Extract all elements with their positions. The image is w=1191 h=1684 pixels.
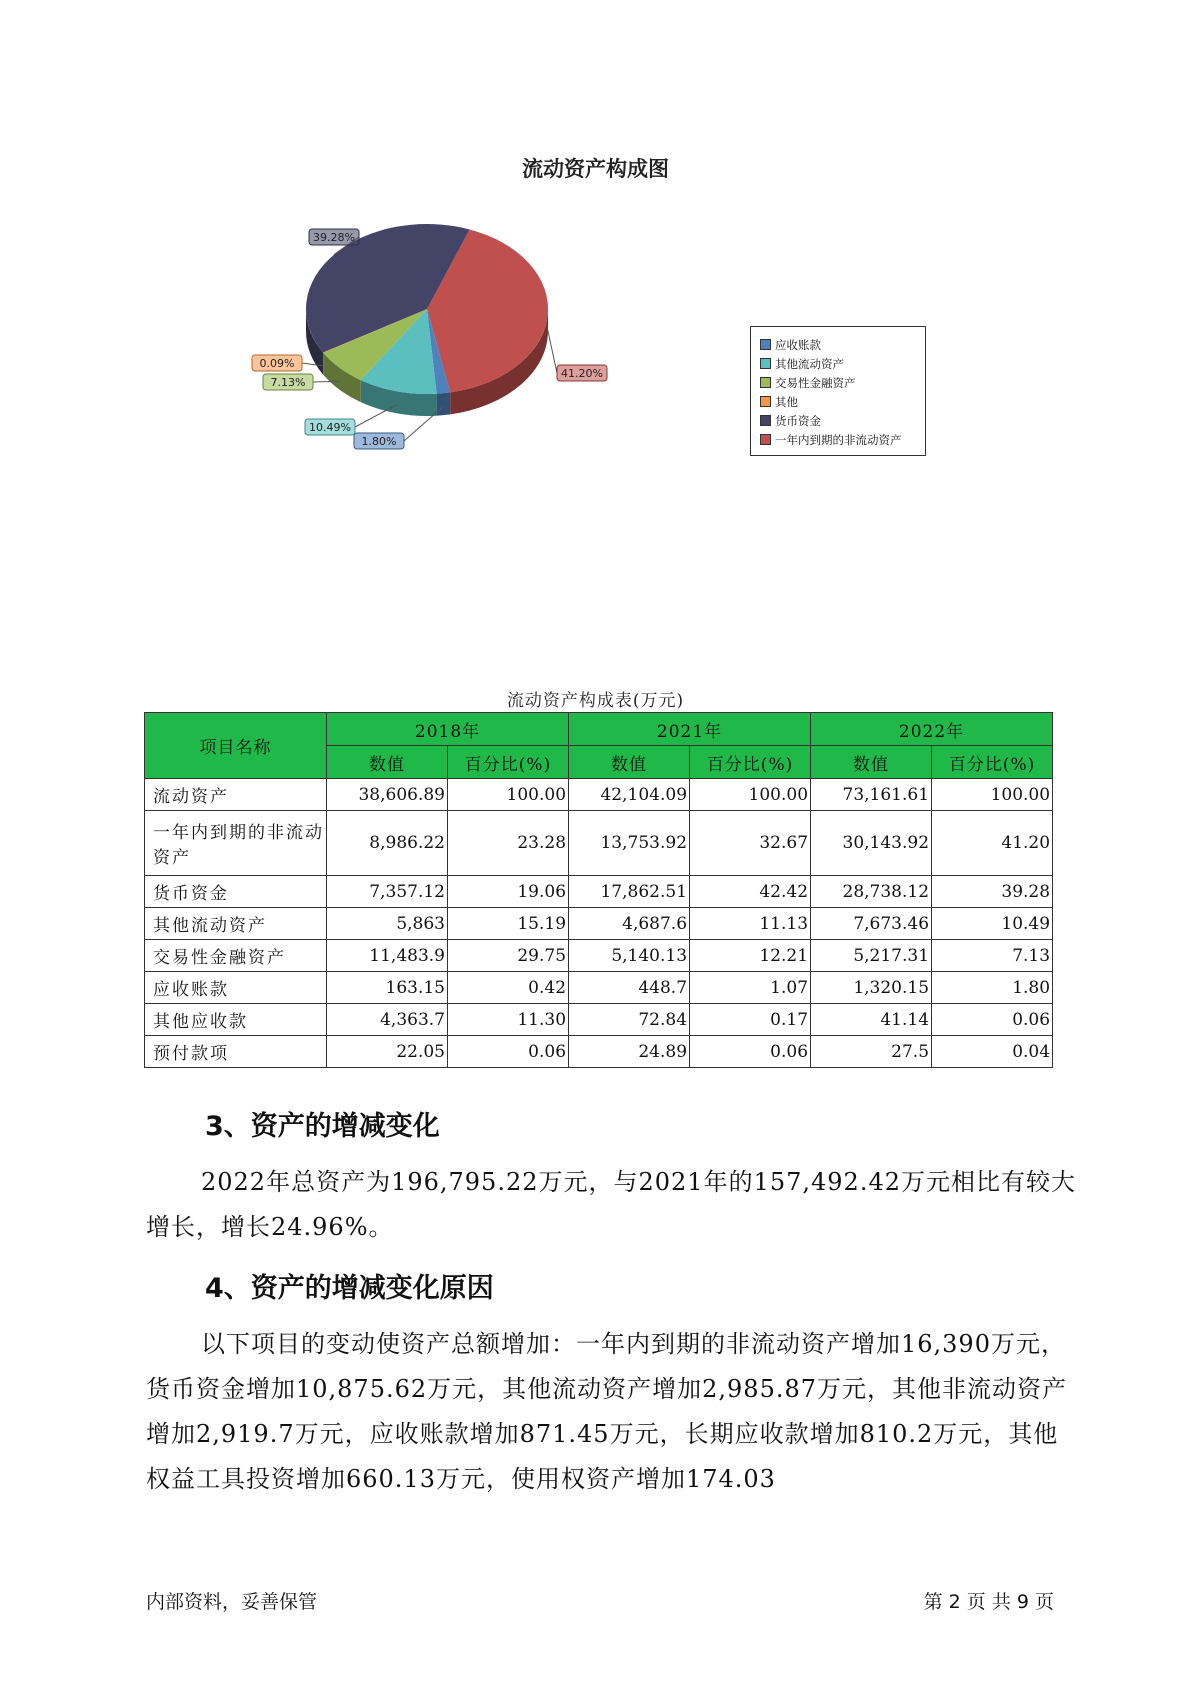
table-row [145,1004,1053,1036]
header-value: 数值 [811,746,932,779]
cell-percent: 12.21 [690,940,811,972]
section-3-paragraph: 2022年总资产为196,795.22万元，与2021年的157,492.42万元相比有较大增长，增长24.96%。 [146,1168,1076,1241]
cell-percent: 1.07 [690,972,811,1004]
header-value: 数值 [569,746,690,779]
row-item-name: 其他应收款 [145,1004,327,1036]
legend-label: 交易性金融资产 [775,375,856,390]
cell-percent: 0.06 [932,1004,1053,1036]
section-4-heading: 4、资产的增减变化原因 [205,1273,494,1304]
data-label: 0.09% [259,357,295,370]
cell-percent: 41.20 [932,811,1053,876]
data-label: 10.49% [309,421,351,434]
label-leader-line [548,329,557,373]
data-label: 1.80% [361,435,397,448]
legend-swatch [760,377,771,388]
legend-label: 一年内到期的非流动资产 [775,432,902,447]
current-assets-table [144,712,1053,1068]
cell-percent: 100.00 [448,779,569,811]
legend-item [760,335,925,354]
data-label: 7.13% [270,376,306,389]
cell-value: 8,986.22 [327,811,448,876]
cell-percent: 10.49 [932,908,1053,940]
table-row [145,811,1053,876]
cell-value: 22.05 [327,1036,448,1068]
legend-swatch [760,415,771,426]
cell-percent: 7.13 [932,940,1053,972]
cell-value: 11,483.9 [327,940,448,972]
header-year-2022: 2022年 [811,713,1053,746]
legend-item [760,392,925,411]
row-item-name: 其他流动资产 [145,908,327,940]
cell-value: 13,753.92 [569,811,690,876]
cell-value: 448.7 [569,972,690,1004]
header-year-2021: 2021年 [569,713,811,746]
legend-label: 其他 [775,394,798,409]
cell-percent: 42.42 [690,876,811,908]
cell-value: 30,143.92 [811,811,932,876]
cell-value: 7,357.12 [327,876,448,908]
row-item-name: 一年内到期的非流动资产 [145,811,327,876]
cell-value: 41.14 [811,1004,932,1036]
table-row [145,779,1053,811]
cell-percent: 32.67 [690,811,811,876]
cell-value: 17,862.51 [569,876,690,908]
footer-confidential-note: 内部资料，妥善保管 [146,1591,318,1613]
cell-percent: 19.06 [448,876,569,908]
chart-legend [750,326,926,456]
table-row [145,1036,1053,1068]
cell-percent: 100.00 [932,779,1053,811]
cell-value: 73,161.61 [811,779,932,811]
cell-value: 7,673.46 [811,908,932,940]
table-row [145,876,1053,908]
legend-label: 货币资金 [775,413,821,428]
cell-value: 4,687.6 [569,908,690,940]
legend-item [760,411,925,430]
cell-value: 5,140.13 [569,940,690,972]
row-item-name: 交易性金融资产 [145,940,327,972]
cell-value: 28,738.12 [811,876,932,908]
cell-value: 72.84 [569,1004,690,1036]
cell-value: 38,606.89 [327,779,448,811]
legend-item [760,373,925,392]
pie-slice-side [437,392,451,415]
legend-item [760,354,925,373]
legend-swatch [760,434,771,445]
cell-percent: 11.30 [448,1004,569,1036]
cell-value: 5,217.31 [811,940,932,972]
pie-chart [225,215,625,475]
cell-percent: 0.17 [690,1004,811,1036]
row-item-name: 货币资金 [145,876,327,908]
cell-value: 4,363.7 [327,1004,448,1036]
header-item-name: 项目名称 [145,713,327,779]
legend-label: 其他流动资产 [775,356,844,371]
cell-percent: 39.28 [932,876,1053,908]
row-item-name: 流动资产 [145,779,327,811]
legend-item [760,430,925,449]
cell-percent: 0.06 [448,1036,569,1068]
chart-title: 流动资产构成图 [522,157,669,181]
legend-swatch [760,358,771,369]
table-row [145,908,1053,940]
section-3-heading: 3、资产的增减变化 [205,1111,440,1142]
cell-value: 163.15 [327,972,448,1004]
header-percent: 百分比(%) [932,746,1053,779]
legend-swatch [760,339,771,350]
cell-percent: 0.06 [690,1036,811,1068]
cell-value: 27.5 [811,1036,932,1068]
row-item-name: 预付款项 [145,1036,327,1068]
table-row [145,972,1053,1004]
footer-page-number: 第 2 页 共 9 页 [923,1591,1054,1613]
data-label: 39.28% [313,231,355,244]
table-caption: 流动资产构成表(万元) [506,691,685,711]
cell-percent: 15.19 [448,908,569,940]
cell-percent: 23.28 [448,811,569,876]
row-item-name: 应收账款 [145,972,327,1004]
legend-label: 应收账款 [775,337,821,352]
cell-percent: 1.80 [932,972,1053,1004]
data-label: 41.20% [561,367,603,380]
cell-percent: 0.04 [932,1036,1053,1068]
legend-swatch [760,396,771,407]
section-4-paragraph: 以下项目的变动使资产总额增加：一年内到期的非流动资产增加16,390万元，货币资金增加10,875.62万元，其他流动资产增加2,985.87万元，其他非流动资产增加2,919.7万元，应收账款增加871.45万元，长期应收款增加810.2万元，其他权益工具投资增加660.13万元，使用权资产增加174.03 [146,1330,1068,1493]
cell-value: 42,104.09 [569,779,690,811]
cell-percent: 29.75 [448,940,569,972]
cell-percent: 100.00 [690,779,811,811]
header-value: 数值 [327,746,448,779]
cell-value: 5,863 [327,908,448,940]
header-percent: 百分比(%) [690,746,811,779]
cell-value: 24.89 [569,1036,690,1068]
header-year-2018: 2018年 [327,713,569,746]
table-row [145,940,1053,972]
header-percent: 百分比(%) [448,746,569,779]
cell-percent: 0.42 [448,972,569,1004]
cell-value: 1,320.15 [811,972,932,1004]
cell-percent: 11.13 [690,908,811,940]
